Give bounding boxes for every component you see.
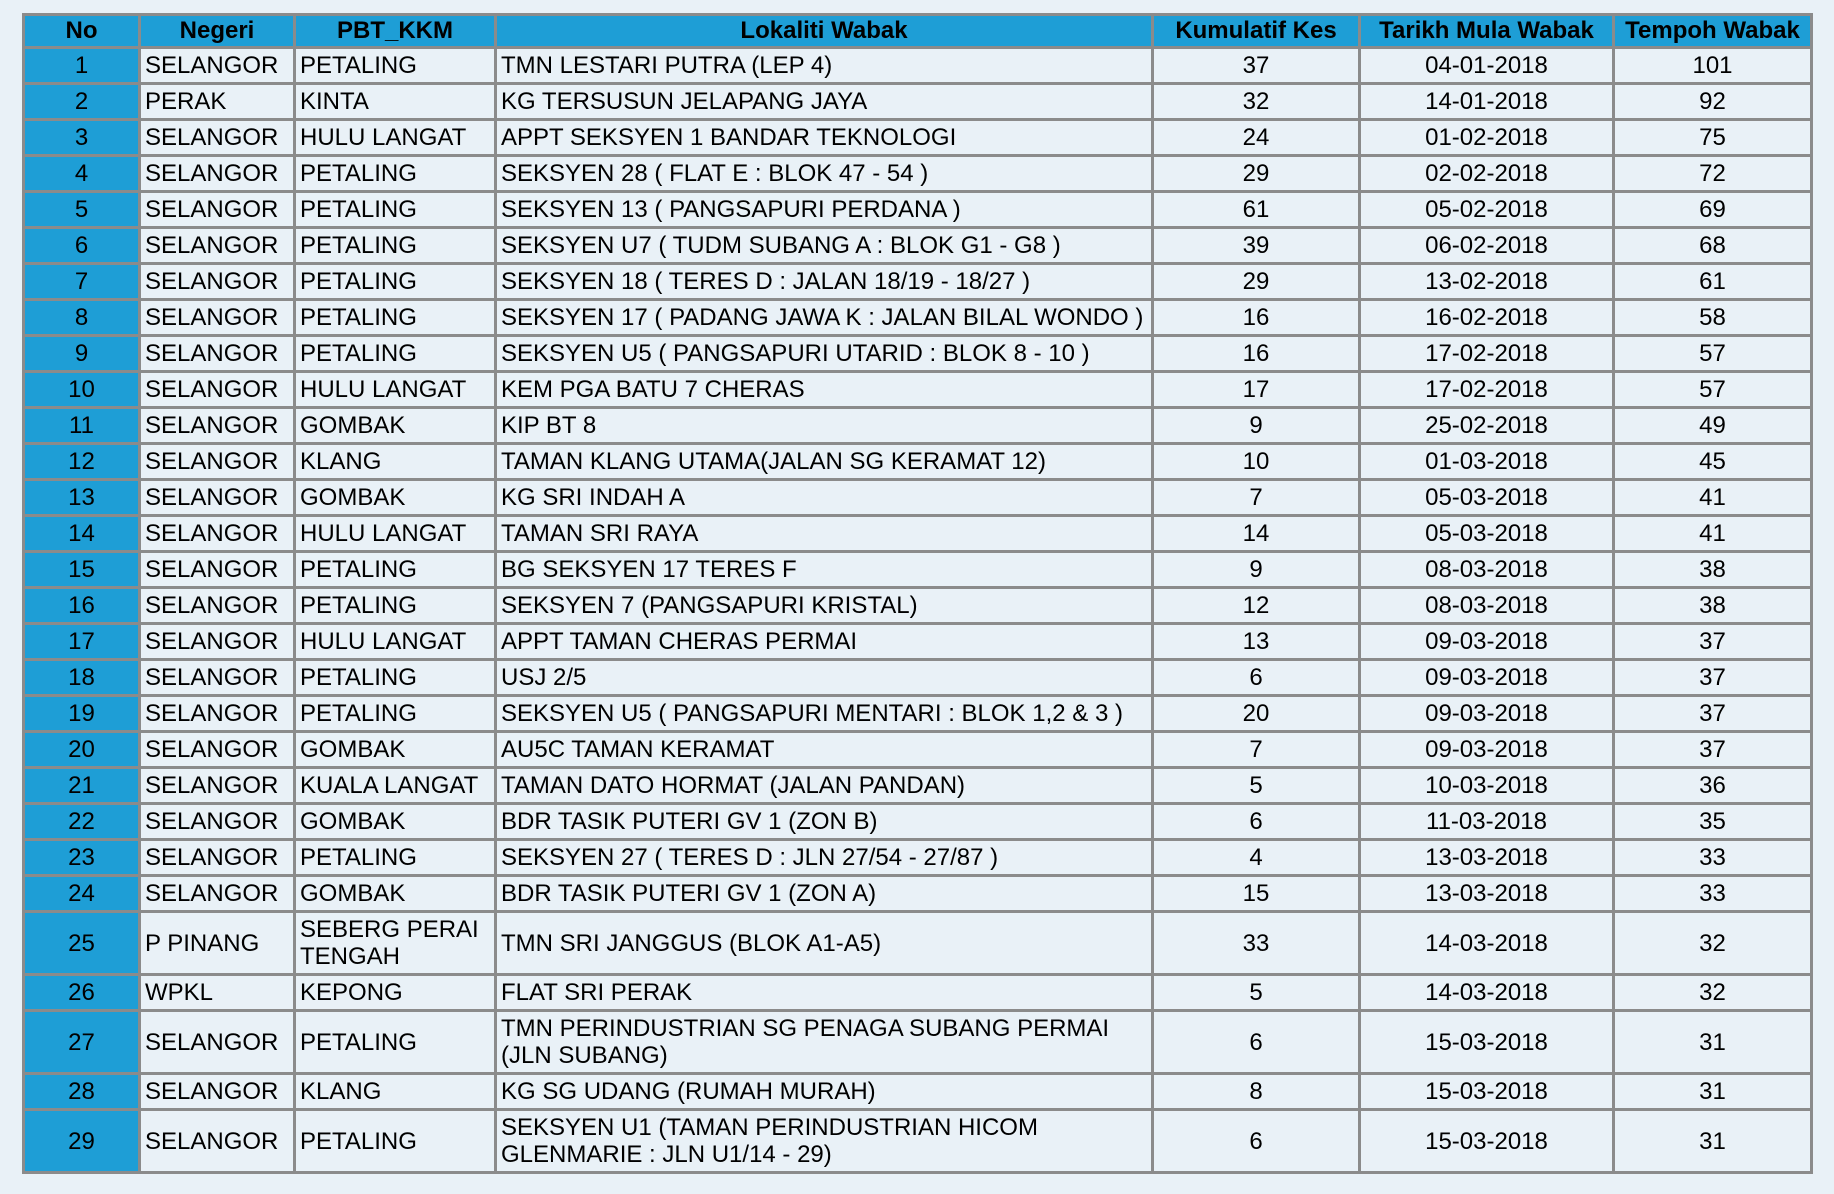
cell-lokaliti-wabak: SEKSYEN U5 ( PANGSAPURI MENTARI : BLOK 1,2 & 3 ) (497, 697, 1151, 730)
cell-tarikh-mula-wabak: 05-03-2018 (1361, 481, 1612, 514)
table-row (25, 121, 1810, 154)
cell-kumulatif-kes: 16 (1154, 301, 1358, 334)
cell-kumulatif-kes: 6 (1154, 661, 1358, 694)
cell-lokaliti-wabak: TMN PERINDUSTRIAN SG PENAGA SUBANG PERMAI (JLN SUBANG) (497, 1012, 1151, 1072)
cell-tempoh-wabak: 38 (1615, 553, 1810, 586)
cell-tempoh-wabak: 31 (1615, 1012, 1810, 1072)
outbreak-table-container (22, 13, 1813, 1174)
cell-tempoh-wabak: 69 (1615, 193, 1810, 226)
table-row (25, 49, 1810, 82)
cell-pbt-kkm: HULU LANGAT (296, 121, 494, 154)
cell-tarikh-mula-wabak: 13-03-2018 (1361, 877, 1612, 910)
cell-tempoh-wabak: 32 (1615, 976, 1810, 1009)
cell-tempoh-wabak: 72 (1615, 157, 1810, 190)
cell-kumulatif-kes: 9 (1154, 409, 1358, 442)
cell-lokaliti-wabak: SEKSYEN U1 (TAMAN PERINDUSTRIAN HICOM GLENMARIE : JLN U1/14 - 29) (497, 1111, 1151, 1171)
table-row (25, 229, 1810, 262)
cell-negeri: SELANGOR (141, 1012, 293, 1072)
cell-no: 23 (25, 841, 138, 874)
table-row (25, 517, 1810, 550)
cell-no: 25 (25, 913, 138, 973)
cell-no: 10 (25, 373, 138, 406)
table-row (25, 265, 1810, 298)
cell-no: 14 (25, 517, 138, 550)
cell-kumulatif-kes: 6 (1154, 1012, 1358, 1072)
cell-lokaliti-wabak: SEKSYEN 17 ( PADANG JAWA K : JALAN BILAL WONDO ) (497, 301, 1151, 334)
cell-no: 28 (25, 1075, 138, 1108)
cell-lokaliti-wabak: APPT TAMAN CHERAS PERMAI (497, 625, 1151, 658)
cell-tempoh-wabak: 49 (1615, 409, 1810, 442)
cell-negeri: PERAK (141, 85, 293, 118)
cell-tarikh-mula-wabak: 15-03-2018 (1361, 1075, 1612, 1108)
cell-tarikh-mula-wabak: 14-01-2018 (1361, 85, 1612, 118)
cell-negeri: SELANGOR (141, 337, 293, 370)
cell-tempoh-wabak: 37 (1615, 625, 1810, 658)
cell-tempoh-wabak: 31 (1615, 1075, 1810, 1108)
cell-pbt-kkm: HULU LANGAT (296, 373, 494, 406)
cell-tempoh-wabak: 101 (1615, 49, 1810, 82)
cell-tarikh-mula-wabak: 17-02-2018 (1361, 337, 1612, 370)
cell-tarikh-mula-wabak: 02-02-2018 (1361, 157, 1612, 190)
cell-lokaliti-wabak: BDR TASIK PUTERI GV 1 (ZON B) (497, 805, 1151, 838)
cell-tempoh-wabak: 32 (1615, 913, 1810, 973)
cell-tarikh-mula-wabak: 05-02-2018 (1361, 193, 1612, 226)
cell-tarikh-mula-wabak: 15-03-2018 (1361, 1111, 1612, 1171)
cell-pbt-kkm: SEBERG PERAI TENGAH (296, 913, 494, 973)
cell-no: 6 (25, 229, 138, 262)
cell-tempoh-wabak: 61 (1615, 265, 1810, 298)
cell-negeri: SELANGOR (141, 121, 293, 154)
cell-negeri: SELANGOR (141, 409, 293, 442)
table-row (25, 913, 1810, 973)
cell-tempoh-wabak: 37 (1615, 697, 1810, 730)
cell-no: 12 (25, 445, 138, 478)
outbreak-table (22, 13, 1813, 1174)
cell-kumulatif-kes: 13 (1154, 625, 1358, 658)
cell-negeri: SELANGOR (141, 589, 293, 622)
table-row (25, 301, 1810, 334)
cell-lokaliti-wabak: KEM PGA BATU 7 CHERAS (497, 373, 1151, 406)
cell-kumulatif-kes: 5 (1154, 769, 1358, 802)
cell-negeri: SELANGOR (141, 481, 293, 514)
header-negeri[interactable]: Negeri (141, 16, 293, 46)
cell-pbt-kkm: PETALING (296, 697, 494, 730)
cell-tarikh-mula-wabak: 16-02-2018 (1361, 301, 1612, 334)
cell-no: 7 (25, 265, 138, 298)
cell-no: 16 (25, 589, 138, 622)
cell-tarikh-mula-wabak: 25-02-2018 (1361, 409, 1612, 442)
cell-lokaliti-wabak: BG SEKSYEN 17 TERES F (497, 553, 1151, 586)
cell-tarikh-mula-wabak: 10-03-2018 (1361, 769, 1612, 802)
cell-tarikh-mula-wabak: 09-03-2018 (1361, 625, 1612, 658)
cell-no: 17 (25, 625, 138, 658)
cell-tarikh-mula-wabak: 04-01-2018 (1361, 49, 1612, 82)
cell-pbt-kkm: KINTA (296, 85, 494, 118)
cell-negeri: SELANGOR (141, 805, 293, 838)
cell-lokaliti-wabak: KG SG UDANG (RUMAH MURAH) (497, 1075, 1151, 1108)
cell-pbt-kkm: GOMBAK (296, 409, 494, 442)
cell-negeri: SELANGOR (141, 661, 293, 694)
cell-pbt-kkm: PETALING (296, 301, 494, 334)
cell-tarikh-mula-wabak: 13-02-2018 (1361, 265, 1612, 298)
cell-pbt-kkm: GOMBAK (296, 733, 494, 766)
cell-negeri: SELANGOR (141, 1075, 293, 1108)
cell-kumulatif-kes: 37 (1154, 49, 1358, 82)
table-row (25, 805, 1810, 838)
cell-no: 21 (25, 769, 138, 802)
header-lokaliti-wabak[interactable]: Lokaliti Wabak (497, 16, 1151, 46)
header-kumulatif-kes[interactable]: Kumulatif Kes (1154, 16, 1358, 46)
cell-tempoh-wabak: 37 (1615, 661, 1810, 694)
cell-negeri: SELANGOR (141, 1111, 293, 1171)
cell-no: 29 (25, 1111, 138, 1171)
cell-negeri: P PINANG (141, 913, 293, 973)
cell-tarikh-mula-wabak: 09-03-2018 (1361, 661, 1612, 694)
cell-tarikh-mula-wabak: 14-03-2018 (1361, 913, 1612, 973)
cell-tarikh-mula-wabak: 08-03-2018 (1361, 589, 1612, 622)
cell-pbt-kkm: KLANG (296, 445, 494, 478)
cell-tempoh-wabak: 33 (1615, 877, 1810, 910)
table-body (25, 49, 1810, 1171)
cell-kumulatif-kes: 29 (1154, 157, 1358, 190)
table-row (25, 481, 1810, 514)
cell-kumulatif-kes: 6 (1154, 1111, 1358, 1171)
cell-kumulatif-kes: 15 (1154, 877, 1358, 910)
cell-tempoh-wabak: 45 (1615, 445, 1810, 478)
cell-tempoh-wabak: 92 (1615, 85, 1810, 118)
cell-negeri: SELANGOR (141, 769, 293, 802)
table-row (25, 157, 1810, 190)
cell-kumulatif-kes: 20 (1154, 697, 1358, 730)
cell-pbt-kkm: PETALING (296, 1111, 494, 1171)
table-row (25, 1012, 1810, 1072)
cell-lokaliti-wabak: AU5C TAMAN KERAMAT (497, 733, 1151, 766)
cell-pbt-kkm: PETALING (296, 589, 494, 622)
cell-tarikh-mula-wabak: 17-02-2018 (1361, 373, 1612, 406)
table-row (25, 877, 1810, 910)
cell-pbt-kkm: PETALING (296, 841, 494, 874)
cell-negeri: SELANGOR (141, 49, 293, 82)
cell-lokaliti-wabak: BDR TASIK PUTERI GV 1 (ZON A) (497, 877, 1151, 910)
cell-no: 1 (25, 49, 138, 82)
cell-tempoh-wabak: 36 (1615, 769, 1810, 802)
cell-negeri: SELANGOR (141, 733, 293, 766)
cell-no: 19 (25, 697, 138, 730)
cell-pbt-kkm: GOMBAK (296, 805, 494, 838)
cell-negeri: WPKL (141, 976, 293, 1009)
cell-lokaliti-wabak: KG TERSUSUN JELAPANG JAYA (497, 85, 1151, 118)
table-row (25, 193, 1810, 226)
table-row (25, 445, 1810, 478)
cell-no: 3 (25, 121, 138, 154)
cell-pbt-kkm: PETALING (296, 157, 494, 190)
table-row (25, 1075, 1810, 1108)
cell-negeri: SELANGOR (141, 373, 293, 406)
cell-no: 11 (25, 409, 138, 442)
cell-negeri: SELANGOR (141, 517, 293, 550)
cell-negeri: SELANGOR (141, 697, 293, 730)
table-row (25, 337, 1810, 370)
cell-negeri: SELANGOR (141, 877, 293, 910)
table-row (25, 733, 1810, 766)
cell-no: 4 (25, 157, 138, 190)
cell-kumulatif-kes: 61 (1154, 193, 1358, 226)
cell-pbt-kkm: KEPONG (296, 976, 494, 1009)
table-row (25, 589, 1810, 622)
cell-pbt-kkm: HULU LANGAT (296, 625, 494, 658)
cell-tarikh-mula-wabak: 11-03-2018 (1361, 805, 1612, 838)
cell-no: 27 (25, 1012, 138, 1072)
cell-kumulatif-kes: 29 (1154, 265, 1358, 298)
cell-tempoh-wabak: 41 (1615, 517, 1810, 550)
cell-lokaliti-wabak: USJ 2/5 (497, 661, 1151, 694)
header-pbt-kkm[interactable]: PBT_KKM (296, 16, 494, 46)
cell-negeri: SELANGOR (141, 553, 293, 586)
table-row (25, 1111, 1810, 1171)
cell-pbt-kkm: PETALING (296, 265, 494, 298)
cell-lokaliti-wabak: SEKSYEN 18 ( TERES D : JALAN 18/19 - 18/27 ) (497, 265, 1151, 298)
cell-tempoh-wabak: 41 (1615, 481, 1810, 514)
cell-no: 24 (25, 877, 138, 910)
cell-negeri: SELANGOR (141, 265, 293, 298)
cell-tarikh-mula-wabak: 14-03-2018 (1361, 976, 1612, 1009)
table-row (25, 625, 1810, 658)
cell-kumulatif-kes: 5 (1154, 976, 1358, 1009)
cell-lokaliti-wabak: TMN SRI JANGGUS (BLOK A1-A5) (497, 913, 1151, 973)
cell-tempoh-wabak: 68 (1615, 229, 1810, 262)
cell-no: 20 (25, 733, 138, 766)
cell-tarikh-mula-wabak: 05-03-2018 (1361, 517, 1612, 550)
table-row (25, 85, 1810, 118)
cell-negeri: SELANGOR (141, 301, 293, 334)
cell-lokaliti-wabak: SEKSYEN 28 ( FLAT E : BLOK 47 - 54 ) (497, 157, 1151, 190)
cell-tempoh-wabak: 35 (1615, 805, 1810, 838)
cell-tempoh-wabak: 37 (1615, 733, 1810, 766)
cell-pbt-kkm: KLANG (296, 1075, 494, 1108)
table-row (25, 661, 1810, 694)
cell-negeri: SELANGOR (141, 157, 293, 190)
cell-tempoh-wabak: 57 (1615, 337, 1810, 370)
cell-lokaliti-wabak: TMN LESTARI PUTRA (LEP 4) (497, 49, 1151, 82)
cell-lokaliti-wabak: KG SRI INDAH A (497, 481, 1151, 514)
cell-kumulatif-kes: 4 (1154, 841, 1358, 874)
cell-tarikh-mula-wabak: 06-02-2018 (1361, 229, 1612, 262)
cell-no: 2 (25, 85, 138, 118)
cell-lokaliti-wabak: TAMAN KLANG UTAMA(JALAN SG KERAMAT 12) (497, 445, 1151, 478)
cell-kumulatif-kes: 14 (1154, 517, 1358, 550)
header-tarikh-mula-wabak[interactable]: Tarikh Mula Wabak (1361, 16, 1612, 46)
cell-tempoh-wabak: 31 (1615, 1111, 1810, 1171)
cell-negeri: SELANGOR (141, 841, 293, 874)
cell-lokaliti-wabak: SEKSYEN 13 ( PANGSAPURI PERDANA ) (497, 193, 1151, 226)
cell-lokaliti-wabak: TAMAN SRI RAYA (497, 517, 1151, 550)
cell-pbt-kkm: KUALA LANGAT (296, 769, 494, 802)
cell-lokaliti-wabak: TAMAN DATO HORMAT (JALAN PANDAN) (497, 769, 1151, 802)
cell-tempoh-wabak: 57 (1615, 373, 1810, 406)
cell-pbt-kkm: PETALING (296, 193, 494, 226)
cell-pbt-kkm: PETALING (296, 229, 494, 262)
table-row (25, 409, 1810, 442)
cell-kumulatif-kes: 32 (1154, 85, 1358, 118)
cell-tempoh-wabak: 33 (1615, 841, 1810, 874)
cell-kumulatif-kes: 7 (1154, 481, 1358, 514)
cell-no: 8 (25, 301, 138, 334)
cell-kumulatif-kes: 6 (1154, 805, 1358, 838)
table-row (25, 841, 1810, 874)
cell-no: 18 (25, 661, 138, 694)
header-no[interactable]: No (25, 16, 138, 46)
cell-negeri: SELANGOR (141, 193, 293, 226)
cell-tarikh-mula-wabak: 09-03-2018 (1361, 733, 1612, 766)
table-row (25, 553, 1810, 586)
cell-pbt-kkm: PETALING (296, 49, 494, 82)
cell-tarikh-mula-wabak: 15-03-2018 (1361, 1012, 1612, 1072)
cell-lokaliti-wabak: SEKSYEN U5 ( PANGSAPURI UTARID : BLOK 8 - 10 ) (497, 337, 1151, 370)
cell-kumulatif-kes: 24 (1154, 121, 1358, 154)
cell-kumulatif-kes: 9 (1154, 553, 1358, 586)
cell-tarikh-mula-wabak: 01-03-2018 (1361, 445, 1612, 478)
cell-tarikh-mula-wabak: 08-03-2018 (1361, 553, 1612, 586)
cell-tarikh-mula-wabak: 09-03-2018 (1361, 697, 1612, 730)
cell-no: 26 (25, 976, 138, 1009)
cell-tarikh-mula-wabak: 13-03-2018 (1361, 841, 1612, 874)
cell-lokaliti-wabak: SEKSYEN U7 ( TUDM SUBANG A : BLOK G1 - G8 ) (497, 229, 1151, 262)
cell-pbt-kkm: PETALING (296, 1012, 494, 1072)
cell-pbt-kkm: PETALING (296, 661, 494, 694)
table-row (25, 769, 1810, 802)
cell-tempoh-wabak: 58 (1615, 301, 1810, 334)
cell-pbt-kkm: GOMBAK (296, 877, 494, 910)
table-row (25, 373, 1810, 406)
cell-pbt-kkm: HULU LANGAT (296, 517, 494, 550)
cell-no: 13 (25, 481, 138, 514)
cell-no: 5 (25, 193, 138, 226)
cell-kumulatif-kes: 12 (1154, 589, 1358, 622)
cell-kumulatif-kes: 16 (1154, 337, 1358, 370)
cell-tarikh-mula-wabak: 01-02-2018 (1361, 121, 1612, 154)
cell-negeri: SELANGOR (141, 445, 293, 478)
table-row (25, 697, 1810, 730)
cell-lokaliti-wabak: SEKSYEN 27 ( TERES D : JLN 27/54 - 27/87 ) (497, 841, 1151, 874)
cell-no: 15 (25, 553, 138, 586)
cell-lokaliti-wabak: APPT SEKSYEN 1 BANDAR TEKNOLOGI (497, 121, 1151, 154)
cell-lokaliti-wabak: FLAT SRI PERAK (497, 976, 1151, 1009)
cell-lokaliti-wabak: SEKSYEN 7 (PANGSAPURI KRISTAL) (497, 589, 1151, 622)
cell-kumulatif-kes: 33 (1154, 913, 1358, 973)
header-tempoh-wabak[interactable]: Tempoh Wabak (1615, 16, 1810, 46)
cell-no: 22 (25, 805, 138, 838)
cell-kumulatif-kes: 8 (1154, 1075, 1358, 1108)
cell-tempoh-wabak: 75 (1615, 121, 1810, 154)
cell-lokaliti-wabak: KIP BT 8 (497, 409, 1151, 442)
cell-kumulatif-kes: 17 (1154, 373, 1358, 406)
cell-no: 9 (25, 337, 138, 370)
cell-kumulatif-kes: 10 (1154, 445, 1358, 478)
table-row (25, 976, 1810, 1009)
cell-pbt-kkm: GOMBAK (296, 481, 494, 514)
cell-negeri: SELANGOR (141, 625, 293, 658)
cell-kumulatif-kes: 39 (1154, 229, 1358, 262)
cell-kumulatif-kes: 7 (1154, 733, 1358, 766)
cell-negeri: SELANGOR (141, 229, 293, 262)
cell-pbt-kkm: PETALING (296, 337, 494, 370)
header-row (25, 16, 1810, 46)
cell-pbt-kkm: PETALING (296, 553, 494, 586)
cell-tempoh-wabak: 38 (1615, 589, 1810, 622)
